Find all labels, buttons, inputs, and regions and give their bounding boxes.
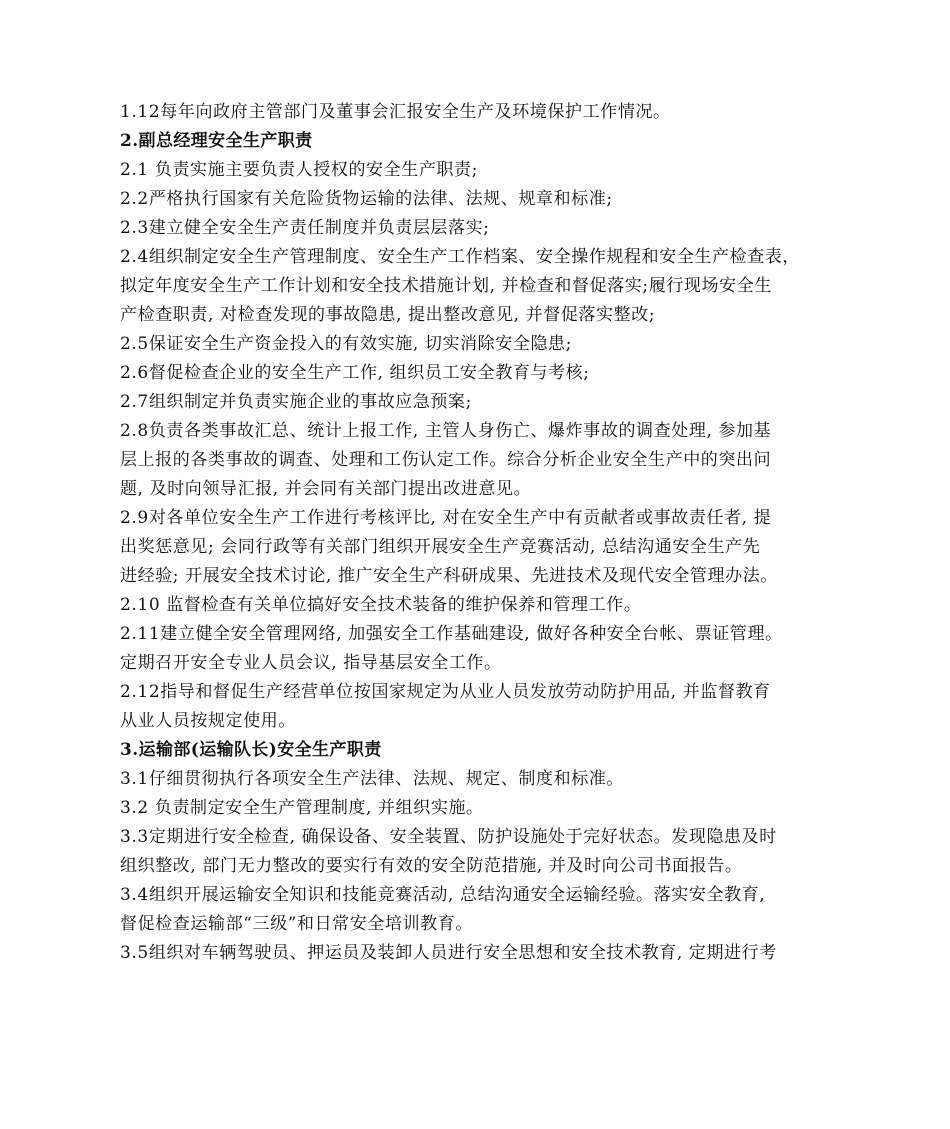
text-line: 2.9对各单位安全生产工作进行考核评比, 对在安全生产中有贡献者或事故责任者, 提 [120,508,772,528]
text-line: 拟定年度安全生产工作计划和安全技术措施计划, 并检查和督促落实;履行现场安全生 [120,276,772,296]
text-line: 2.11建立健全安全管理网络, 加强安全工作基础建设, 做好各种安全台帐、票证管理。 [120,624,783,644]
document-page [120,98,840,968]
text-line: 2.6督促检查企业的安全生产工作, 组织员工安全教育与考核; [120,363,590,383]
text-line: 2.3建立健全安全生产责任制度并负责层层落实; [120,218,490,238]
text-line: 层上报的各类事故的调查、处理和工伤认定工作。综合分析企业安全生产中的突出问 [120,450,772,470]
text-line: 2.10 监督检查有关单位搞好安全技术装备的维护保养和管理工作。 [120,595,642,615]
text-line: 题, 及时向领导汇报, 并会同有关部门提出改进意见。 [120,479,532,499]
text-line: 2.1 负责实施主要负责人授权的安全生产职责; [120,160,478,180]
text-line: 3.1仔细贯彻执行各项安全生产法律、法规、规定、制度和标准。 [120,769,625,789]
text-line: 1.12每年向政府主管部门及董事会汇报安全生产及环境保护工作情况。 [120,102,671,122]
text-line: 组织整改, 部门无力整改的要实行有效的安全防范措施, 并及时向公司书面报告。 [120,856,743,876]
text-line: 2.5保证安全生产资金投入的有效实施, 切实消除安全隐患; [120,334,572,354]
text-line: 3.4组织开展运输安全知识和技能竞赛活动, 总结沟通安全运输经验。落实安全教育, [120,885,766,905]
text-line: 3.2 负责制定安全生产管理制度, 并组织实施。 [120,798,484,818]
text-line: 从业人员按规定使用。 [120,711,296,731]
section-heading: 2.副总经理安全生产职责 [120,131,313,151]
text-line: 出奖惩意见; 会同行政等有关部门组织开展安全生产竞赛活动, 总结沟通安全生产先 [120,537,761,557]
text-line: 产检查职责, 对检查发现的事故隐患, 提出整改意见, 并督促落实整改; [120,305,656,325]
text-line: 进经验; 开展安全技术讨论, 推广安全生产科研成果、先进技术及现代安全管理办法。 [120,566,778,586]
text-line: 2.8负责各类事故汇总、统计上报工作, 主管人身伤亡、爆炸事故的调查处理, 参加基 [120,421,772,441]
text-line: 定期召开安全专业人员会议, 指导基层安全工作。 [120,653,502,673]
text-line: 2.2严格执行国家有关危险货物运输的法律、法规、规章和标准; [120,189,613,209]
section-heading: 3.运输部(运输队长)安全生产职责 [120,740,382,760]
text-line: 督促检查运输部“三级”和日常安全培训教育。 [120,914,473,934]
text-line: 3.5组织对车辆驾驶员、押运员及装卸人员进行安全思想和安全技术教育, 定期进行考 [120,943,777,963]
text-line: 2.7组织制定并负责实施企业的事故应急预案; [120,392,472,412]
text-line: 2.12指导和督促生产经营单位按国家规定为从业人员发放劳动防护用品, 并监督教育 [120,682,771,702]
text-line: 3.3定期进行安全检查, 确保设备、安全装置、防护设施处于完好状态。发现隐患及时 [120,827,777,847]
text-line: 2.4组织制定安全生产管理制度、安全生产工作档案、安全操作规程和安全生产检查表， [120,247,801,267]
